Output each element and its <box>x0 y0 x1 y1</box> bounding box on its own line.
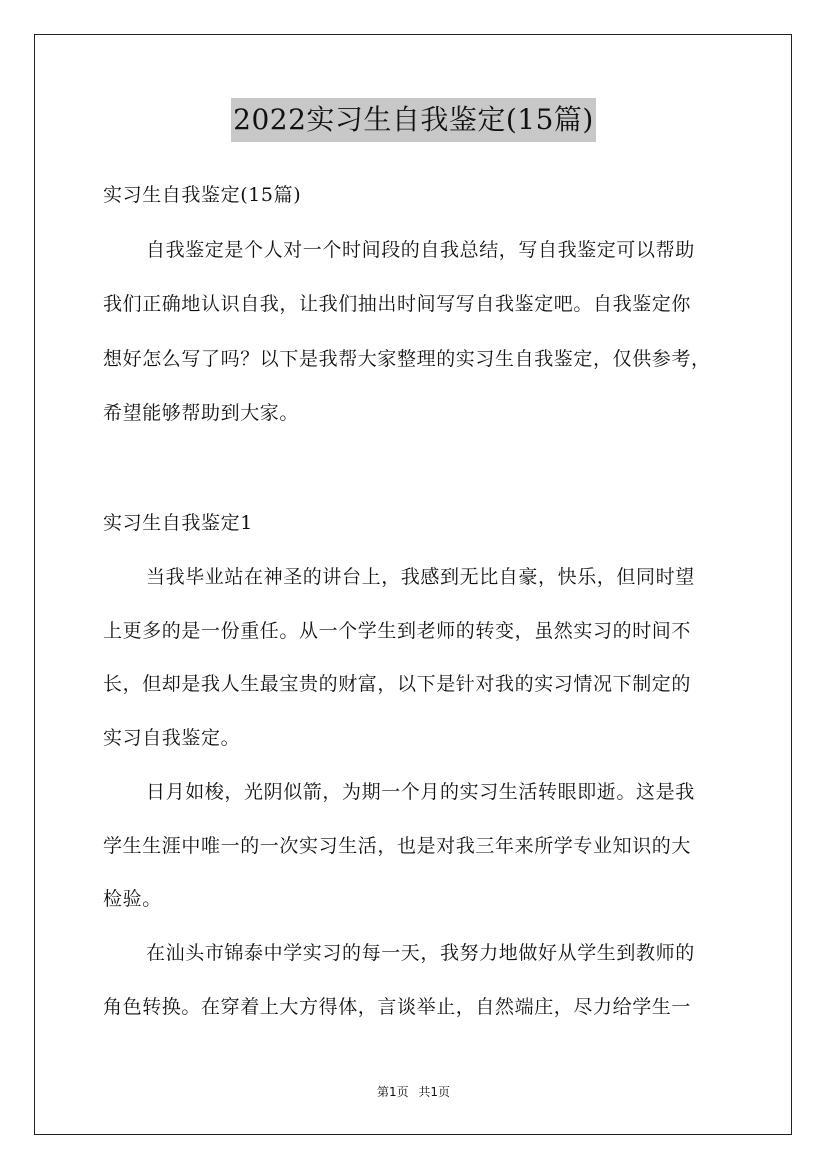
title-container <box>0 98 827 142</box>
document-subtitle: 实习生自我鉴定(15篇) <box>103 184 302 206</box>
intro-line-2: 我们正确地认识自我，让我们抽出时间写写自我鉴定吧。自我鉴定你 <box>103 293 692 315</box>
page-total: 共1页 <box>418 1085 451 1099</box>
document-title: 2022实习生自我鉴定(15篇) <box>231 98 596 142</box>
section-p1-line-4: 实习自我鉴定。 <box>103 727 241 749</box>
section-heading: 实习生自我鉴定1 <box>103 512 253 534</box>
intro-line-4: 希望能够帮助到大家。 <box>103 402 300 424</box>
intro-line-3: 想好怎么写了吗？以下是我帮大家整理的实习生自我鉴定，仅供参考， <box>103 348 711 370</box>
intro-line-1: 自我鉴定是个人对一个时间段的自我总结，写自我鉴定可以帮助 <box>146 239 695 261</box>
section-p2-line-1: 日月如梭，光阴似箭，为期一个月的实习生活转眼即逝。这是我 <box>146 781 695 803</box>
section-p1-line-3: 长，但却是我人生最宝贵的财富，以下是针对我的实习情况下制定的 <box>103 673 692 695</box>
section-p1-line-2: 上更多的是一份重任。从一个学生到老师的转变，虽然实习的时间不 <box>103 620 692 642</box>
section-p2-line-2: 学生生涯中唯一的一次实习生活，也是对我三年来所学专业知识的大 <box>103 835 692 857</box>
section-p3-line-1: 在汕头市锦泰中学实习的每一天，我努力地做好从学生到教师的 <box>146 942 695 964</box>
page-number: 第1页 <box>376 1085 409 1099</box>
page-footer <box>0 1083 827 1100</box>
section-p2-line-3: 检验。 <box>103 888 162 910</box>
section-p3-line-2: 角色转换。在穿着上大方得体，言谈举止，自然端庄，尽力给学生一 <box>103 996 692 1018</box>
section-p1-line-1: 当我毕业站在神圣的讲台上，我感到无比自豪，快乐，但同时望 <box>146 566 695 588</box>
